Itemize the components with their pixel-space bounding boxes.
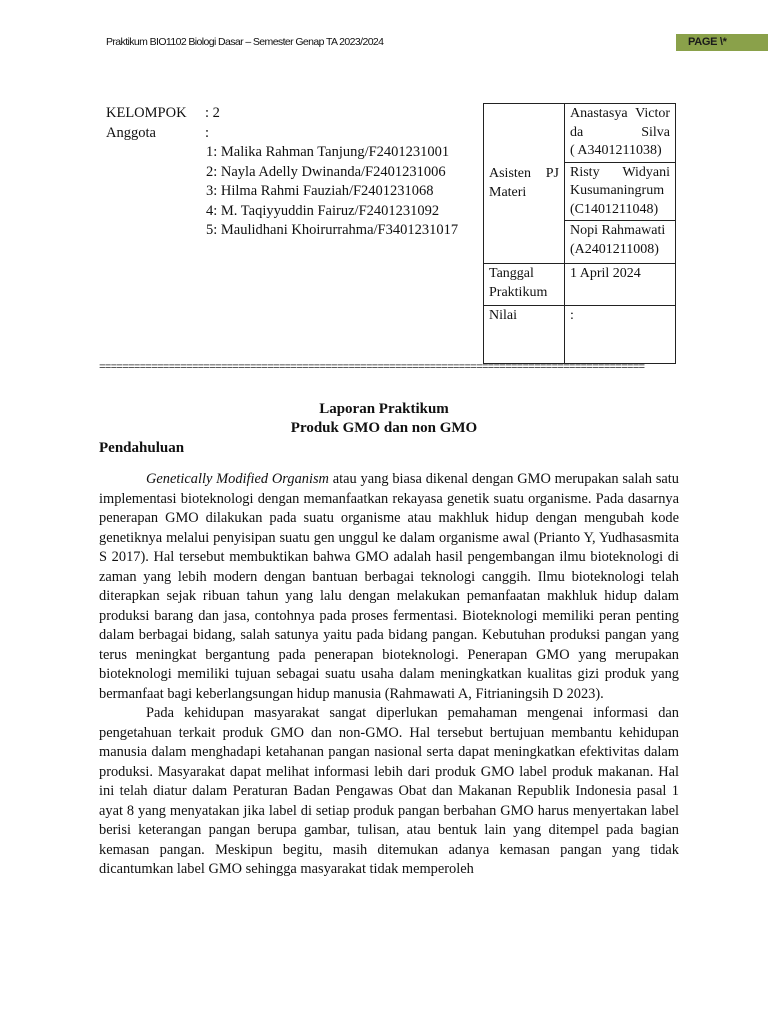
assistant-id: ( A3401211038) bbox=[570, 143, 662, 158]
page-number-tag: PAGE \* bbox=[676, 34, 768, 51]
report-title: Laporan Praktikum bbox=[319, 401, 449, 417]
group-info bbox=[106, 104, 220, 143]
member-list bbox=[206, 143, 458, 241]
report-subtitle: Produk GMO dan non GMO bbox=[290, 420, 478, 436]
separator-line: ============================================================================================== bbox=[99, 362, 645, 374]
running-title: Praktikum BIO1102 Biologi Dasar – Semester Genap TA 2023/2024 bbox=[106, 36, 384, 48]
member-item: 2: Nayla Adelly Dwinanda/F2401231006 bbox=[206, 163, 446, 180]
anggota-label: Anggota bbox=[106, 124, 156, 141]
kelompok-label: KELOMPOK bbox=[106, 105, 187, 121]
assistant-name: Risty Widyani Kusumaningrum bbox=[570, 164, 670, 198]
assistant-name: Nopi Rahmawati bbox=[570, 223, 666, 238]
italic-term: Genetically Modified Organism bbox=[146, 471, 329, 487]
member-item: 4: M. Taqiyyuddin Fairuz/F2401231092 bbox=[206, 202, 440, 219]
report-body bbox=[99, 470, 679, 880]
assistant-cell bbox=[565, 221, 676, 264]
nilai-label: Nilai bbox=[484, 306, 565, 364]
member-item: 3: Hilma Rahmi Fauziah/F2401231068 bbox=[206, 183, 434, 200]
assistant-cell bbox=[565, 162, 676, 221]
kelompok-value: : 2 bbox=[205, 105, 220, 121]
assistant-cell bbox=[565, 104, 676, 163]
assistant-info-table bbox=[483, 103, 676, 364]
assistant-id: (A2401211008) bbox=[570, 241, 659, 257]
paragraph bbox=[99, 470, 679, 704]
section-heading: Pendahuluan bbox=[99, 440, 185, 456]
tanggal-label: Tanggal Praktikum bbox=[484, 264, 565, 306]
assistant-id: (C1401211048) bbox=[570, 201, 659, 217]
asisten-label-cell bbox=[484, 104, 565, 264]
member-item: 5: Maulidhani Khoirurrahma/F3401231017 bbox=[206, 222, 459, 239]
member-item: 1: Malika Rahman Tanjung/F2401231001 bbox=[206, 144, 450, 160]
paragraph-text: atau yang biasa dikenal dengan GMO merupakan salah satu implementasi bioteknologi dengan memanfaatkan rekayasa genetik suatu organisme. Pada dasarnya penerapan GMO dilakukan pada suatu organisme atau makhluk hidup dengan mengubah kode genetiknya melalui penyisipan suatu gen unggul ke dalam organisme awal (Prianto Y, Yudhasasmita S 2017). Hal tersebut membuktikan bahwa GMO adalah hasil pengembangan ilmu bioteknologi di zaman yang lebih modern dengan bantuan berbagai teknologi canggih. Ilmu bioteknologi telah diterapkan sejak ribuan tahun yang lalu dengan melakukan pemanfaatan makhluk hidup dalam produksi barang dan jasa, contohnya pada proses fermentasi. Bioteknologi memiliki peran penting dalam berbagai bidang, salah satunya yaitu pada bidang pangan. Kebutuhan produksi pangan yang terus meningkat bergantung pada penerapan bioteknologi. Penerapan GMO yang merupakan bioteknologi memiliki tujuan sebagai suatu usaha dalam meningkatkan kualitas gizi produk yang bermanfaat bagi keberlangsungan hidup manusia (Rahmawati A, Fitrianingsih D 2023). bbox=[99, 471, 679, 702]
nilai-value: : bbox=[565, 306, 676, 364]
paragraph: Pada kehidupan masyarakat sangat diperlukan pemahaman mengenai informasi dan pengetahuan terkait produk GMO dan non-GMO. Hal tersebut bertujuan membantu kehidupan manusia dalam menghadapi ketahanan pangan nasional serta dapat meningkatkan efektivitas dalam produksi. Masyarakat dapat melihat informasi lebih dari produk GMO label produk makanan. Hal ini telah diatur dalam Peraturan Badan Pengawas Obat dan Makanan Republik Indonesia pasal 1 ayat 8 yang menyatakan jika label di setiap produk pangan berbahan GMO harus menyertakan label berisi keterangan pangan berupa gambar, tulisan, atau bentuk lain yang ditempel pada bagian kemasan pangan. Meskipun begitu, masih ditemukan adanya kemasan pangan yang tidak dicantumkan label GMO sehingga masyarakat tidak memperoleh bbox=[99, 705, 679, 877]
anggota-colon: : bbox=[205, 124, 210, 141]
asisten-label: Asisten PJ Materi bbox=[489, 166, 559, 200]
tanggal-value: 1 April 2024 bbox=[565, 264, 676, 306]
assistant-name: Anastasya Victor da Silva bbox=[570, 106, 670, 140]
page-header bbox=[0, 34, 768, 52]
